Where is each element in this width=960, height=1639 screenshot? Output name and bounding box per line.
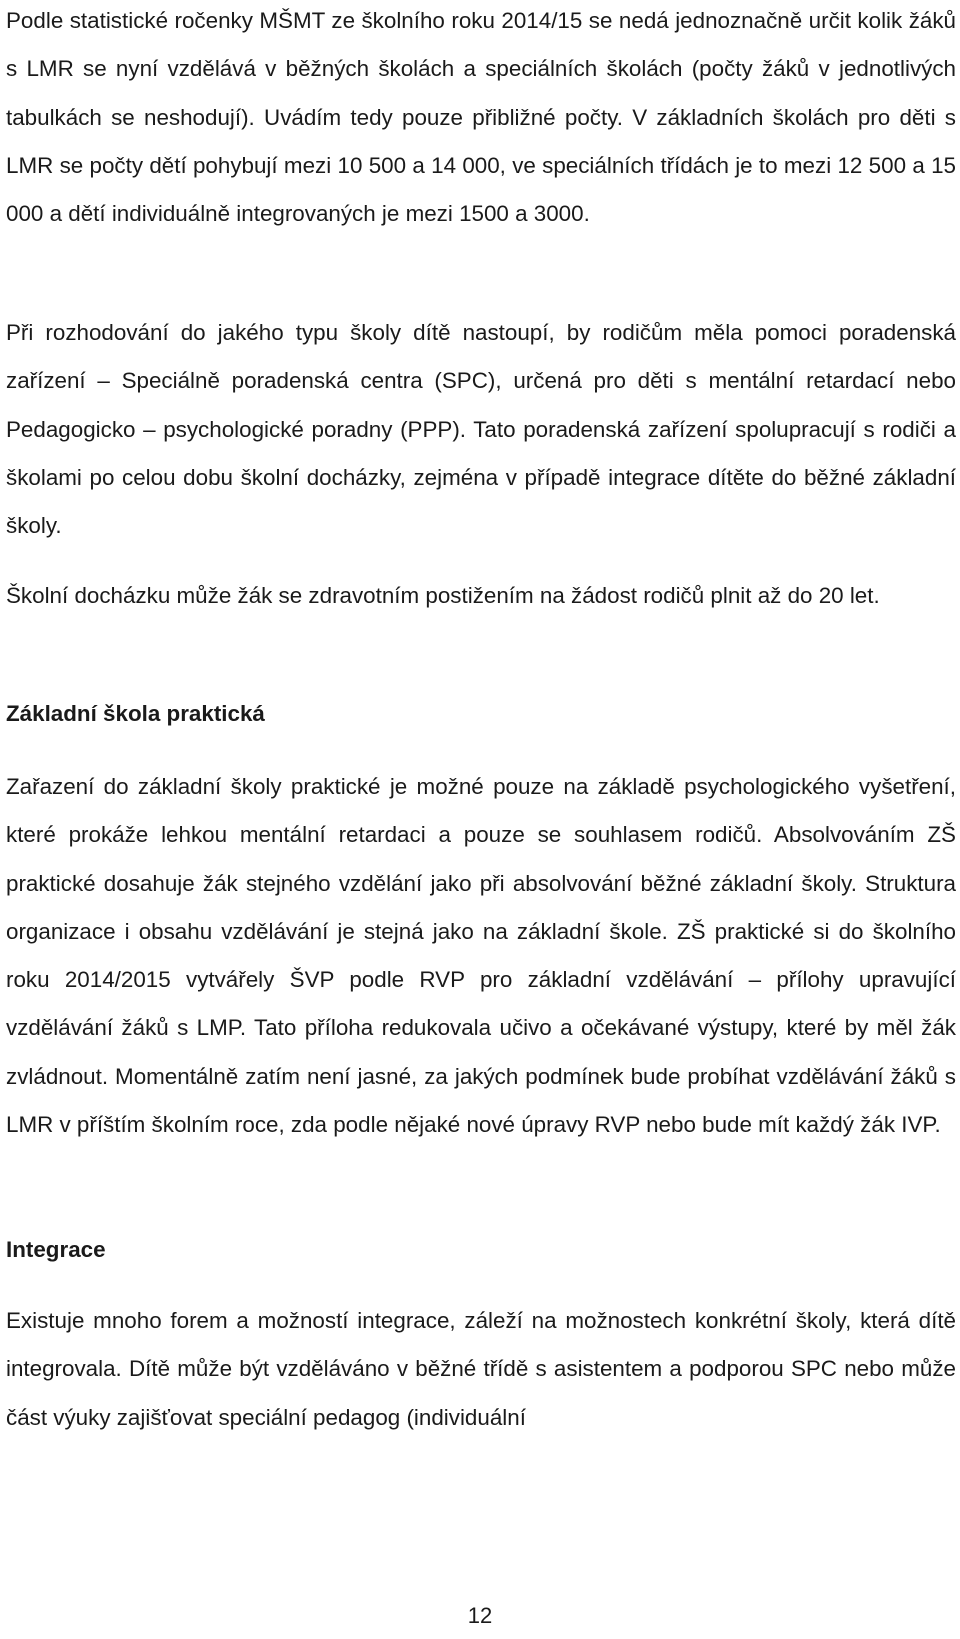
- paragraph-integration: Existuje mnoho forem a možností integrace, záleží na možnostech konkrétní školy, která dítě integrovala. Dítě může být vzděláváno v běžné třídě s asistentem a podporou SPC nebo může část výuky zajišťovat speciální pedagog (individuální: [6, 1308, 956, 1430]
- paragraph-counseling: Při rozhodování do jakého typu školy dítě nastoupí, by rodičům měla pomoci poradenská zařízení – Speciálně poradenská centra (SPC), určená pro děti s mentální retardací nebo Pedagogicko – psychologické poradny (PPP). Tato poradenská zařízení spolupracují s rodiči a školami po celou dobu školní docházky, zejména v případě integrace dítěte do běžné základní školy.: [6, 320, 956, 539]
- page-number: 12: [467, 1603, 493, 1628]
- paragraph-statistics: Podle statistické ročenky MŠMT ze školního roku 2014/15 se nedá jednoznačně určit kolik žáků s LMR se nyní vzdělává v běžných školách a speciálních školách (počty žáků v jednotlivých tabulkách se neshodují). Uvádím tedy pouze přibližné počty. V základních školách pro děti s LMR se počty dětí pohybují mezi 10 500 a 14 000, ve speciálních třídách je to mezi 12 500 a 15 000 a dětí individuálně integrovaných je mezi 1500 a 3000.: [6, 8, 956, 227]
- paragraph-practical-school: Zařazení do základní školy praktické je možné pouze na základě psychologického vyšetření, které prokáže lehkou mentální retardaci a pouze se souhlasem rodičů. Absolvováním ZŠ praktické dosahuje žák stejného vzdělání jako při absolvování běžné základní školy. Struktura organizace i obsahu vzdělávání je stejná jako na základní škole. ZŠ praktické si do školního roku 2014/2015 vytvářely ŠVP podle RVP pro základní vzdělávání – přílohy upravující vzdělávání žáků s LMP. Tato příloha redukovala učivo a očekávané výstupy, které by měl žák zvládnout. Momentálně zatím není jasné, za jakých podmínek bude probíhat vzdělávání žáků s LMR v příštím školním roce, zda podle nějaké nové úpravy RVP nebo bude mít každý žák IVP.: [6, 774, 956, 1138]
- heading-integration: Integrace: [6, 1237, 106, 1262]
- heading-practical-school: Základní škola praktická: [6, 701, 265, 726]
- paragraph-attendance: Školní docházku může žák se zdravotním postižením na žádost rodičů plnit až do 20 let.: [6, 583, 880, 608]
